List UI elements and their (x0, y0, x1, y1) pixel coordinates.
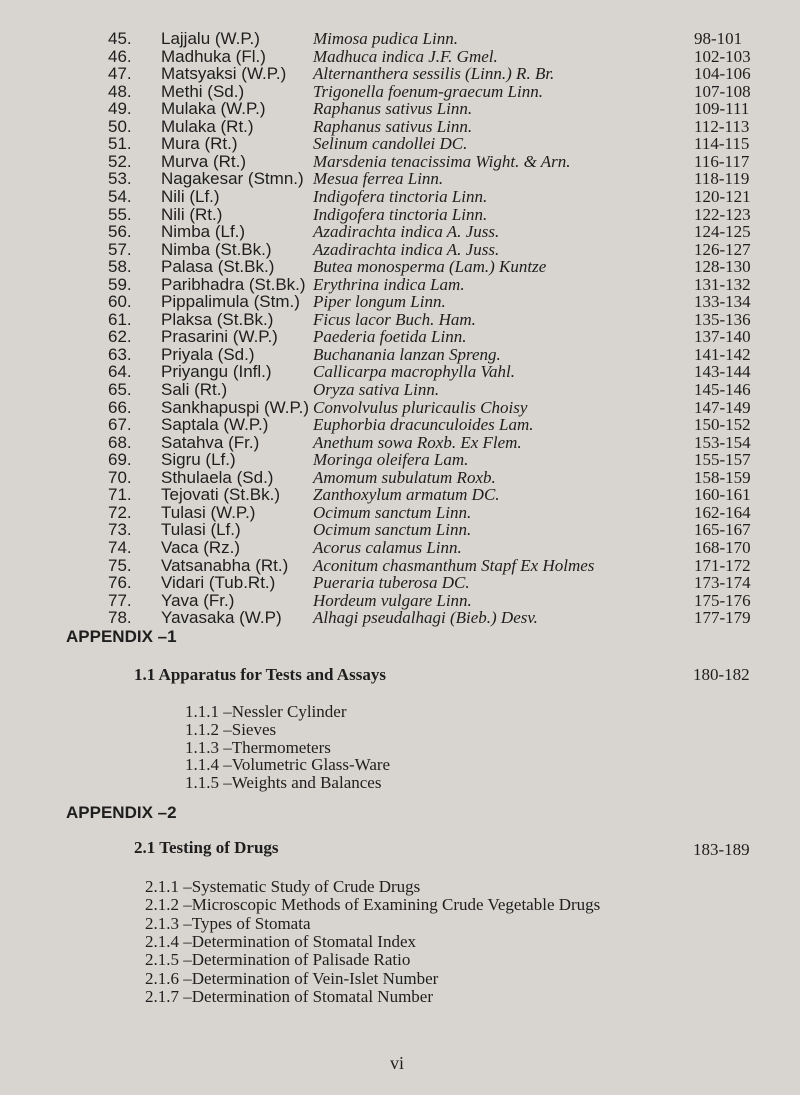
page-range: 168-170 (694, 537, 751, 557)
page-range: 177-179 (694, 608, 751, 628)
botanical-name: Butea monosperma (Lam.) Kuntze (313, 257, 547, 277)
page-range: 135-136 (694, 309, 751, 329)
botanical-name: Alternanthera sessilis (Linn.) R. Br. (313, 64, 555, 84)
appendix-item: 2.1.4 –Determination of Stomatal Index (145, 931, 416, 951)
row-number: 67. (108, 415, 132, 435)
drug-name: Paribhadra (St.Bk.) (161, 274, 306, 294)
drug-name: Mulaka (W.P.) (161, 99, 266, 119)
drug-name: Saptala (W.P.) (161, 415, 269, 435)
botanical-name: Acorus calamus Linn. (313, 537, 462, 557)
drug-name: Matsyaksi (W.P.) (161, 64, 287, 84)
botanical-name: Erythrina indica Lam. (313, 274, 465, 294)
drug-name: Tulasi (W.P.) (161, 502, 256, 522)
botanical-name: Madhuca indica J.F. Gmel. (313, 46, 498, 66)
row-number: 46. (108, 46, 132, 66)
drug-name: Vatsanabha (Rt.) (161, 555, 289, 575)
botanical-name: Oryza sativa Linn. (313, 380, 440, 399)
row-number: 69. (108, 450, 132, 470)
page-range: 175-176 (694, 590, 751, 610)
drug-name: Lajjalu (W.P.) (161, 29, 260, 48)
botanical-name: Paederia foetida Linn. (313, 327, 467, 347)
botanical-name: Amomum subulatum Roxb. (313, 467, 496, 487)
drug-name: Nagakesar (Stmn.) (161, 169, 304, 189)
appendix-2-section-title: 2.1 Testing of Drugs (134, 838, 279, 857)
row-number: 45. (108, 29, 132, 48)
row-number: 60. (108, 292, 132, 312)
drug-name: Murva (Rt.) (161, 151, 246, 171)
appendix-item: 2.1.2 –Microscopic Methods of Examining Crude Vegetable Drugs (145, 895, 601, 915)
row-number: 58. (108, 257, 132, 277)
page-range: 122-123 (694, 204, 751, 224)
drug-name: Plaksa (St.Bk.) (161, 309, 274, 329)
page-range: 98-101 (694, 29, 743, 48)
botanical-name: Raphanus sativus Linn. (313, 99, 473, 119)
drug-name: Sigru (Lf.) (161, 450, 236, 470)
appendix-item: 2.1.6 –Determination of Vein-Islet Number (145, 968, 439, 988)
drug-name: Sali (Rt.) (161, 380, 228, 399)
botanical-name: Selinum candollei DC. (313, 134, 468, 154)
page-range: 114-115 (694, 134, 750, 154)
row-number: 66. (108, 397, 132, 417)
appendix-item: 1.1.1 –Nessler Cylinder (185, 702, 347, 721)
page-range: 102-103 (694, 46, 751, 66)
botanical-name: Trigonella foenum-graecum Linn. (313, 81, 543, 101)
botanical-name: Marsdenia tenacissima Wight. & Arn. (313, 151, 571, 171)
row-number: 51. (108, 134, 132, 154)
row-number: 64. (108, 362, 132, 382)
page-range: 147-149 (694, 397, 751, 417)
appendix-1-heading: APPENDIX –1 (66, 627, 177, 646)
page-range: 124-125 (694, 222, 751, 242)
row-number: 68. (108, 432, 132, 452)
drug-name: Priyala (Sd.) (161, 344, 255, 364)
row-number: 63. (108, 344, 132, 364)
row-number: 70. (108, 467, 132, 487)
botanical-name: Ocimum sanctum Linn. (313, 502, 472, 522)
row-number: 50. (108, 116, 132, 136)
appendix-item: 2.1.5 –Determination of Palisade Ratio (145, 950, 411, 970)
row-number: 59. (108, 274, 132, 294)
row-number: 47. (108, 64, 132, 84)
row-number: 77. (108, 590, 132, 610)
page-range: 155-157 (694, 450, 751, 470)
page-range: 112-113 (694, 116, 750, 136)
page-range: 160-161 (694, 485, 751, 505)
page-range: 128-130 (694, 257, 751, 277)
drug-name: Sthulaela (Sd.) (161, 467, 274, 487)
drug-name: Palasa (St.Bk.) (161, 257, 275, 277)
page-range: 153-154 (694, 432, 751, 452)
appendix-2-heading: APPENDIX –2 (66, 803, 177, 822)
botanical-name: Alhagi pseudalhagi (Bieb.) Desv. (313, 608, 538, 628)
botanical-name: Euphorbia dracunculoides Lam. (313, 415, 534, 435)
botanical-name: Azadirachta indica A. Juss. (313, 222, 500, 242)
appendix-item: 2.1.7 –Determination of Stomatal Number (145, 986, 433, 1006)
appendix-item: 1.1.2 –Sieves (185, 719, 277, 739)
table-row (0, 607, 800, 629)
drug-name: Nili (Rt.) (161, 204, 223, 224)
page-range: 126-127 (694, 239, 751, 259)
botanical-name: Convolvulus pluricaulis Choisy (313, 397, 528, 417)
botanical-name: Indigofera tinctoria Linn. (313, 186, 488, 206)
drug-name: Nimba (St.Bk.) (161, 239, 272, 259)
drug-name: Tulasi (Lf.) (161, 520, 241, 540)
row-number: 72. (108, 502, 132, 522)
botanical-name: Zanthoxylum armatum DC. (313, 485, 500, 505)
botanical-name: Pueraria tuberosa DC. (313, 573, 470, 593)
botanical-name: Indigofera tinctoria Linn. (313, 204, 488, 224)
row-number: 54. (108, 186, 132, 206)
page-range: 158-159 (694, 467, 751, 487)
page-range: 120-121 (694, 186, 751, 206)
page-range: 116-117 (694, 151, 750, 171)
page-range: 165-167 (694, 520, 751, 540)
drug-name: Mura (Rt.) (161, 134, 238, 154)
appendix-item: 2.1.1 –Systematic Study of Crude Drugs (145, 877, 421, 896)
row-number: 71. (108, 485, 132, 505)
page-range: 171-172 (694, 555, 751, 575)
drug-name: Yava (Fr.) (161, 590, 235, 610)
page-range: 141-142 (694, 344, 751, 364)
appendix-2-section-pages: 183-189 (693, 840, 750, 859)
botanical-name: Azadirachta indica A. Juss. (313, 239, 500, 259)
row-number: 49. (108, 99, 132, 119)
drug-name: Tejovati (St.Bk.) (161, 485, 281, 505)
row-number: 61. (108, 309, 132, 329)
drug-name: Madhuka (Fl.) (161, 46, 266, 66)
botanical-name: Anethum sowa Roxb. Ex Flem. (313, 432, 522, 452)
drug-name: Yavasaka (W.P) (161, 608, 282, 628)
row-number: 52. (108, 151, 132, 171)
botanical-name: Ocimum sanctum Linn. (313, 520, 472, 540)
row-number: 75. (108, 555, 132, 575)
row-number: 55. (108, 204, 132, 224)
page-range: 143-144 (694, 362, 751, 382)
botanical-name: Mimosa pudica Linn. (313, 29, 458, 48)
page-range: 109-111 (694, 99, 750, 119)
botanical-name: Buchanania lanzan Spreng. (313, 344, 501, 364)
drug-name: Mulaka (Rt.) (161, 116, 254, 136)
botanical-name: Ficus lacor Buch. Ham. (313, 309, 476, 329)
botanical-name: Moringa oleifera Lam. (313, 450, 469, 470)
drug-name: Pippalimula (Stm.) (161, 292, 300, 312)
row-number: 74. (108, 537, 132, 557)
row-number: 76. (108, 573, 132, 593)
page-range: 173-174 (694, 573, 751, 593)
page-range: 104-106 (694, 64, 751, 84)
appendix-item: 2.1.3 –Types of Stomata (145, 913, 311, 933)
drug-name: Nili (Lf.) (161, 186, 220, 206)
page-range: 131-132 (694, 274, 751, 294)
row-number: 53. (108, 169, 132, 189)
row-number: 57. (108, 239, 132, 259)
row-number: 65. (108, 380, 132, 399)
row-number: 78. (108, 608, 132, 628)
page-folio: vi (390, 1053, 405, 1073)
row-number: 48. (108, 81, 132, 101)
page-range: 162-164 (694, 502, 751, 522)
page-range: 107-108 (694, 81, 751, 101)
appendix-item: 1.1.5 –Weights and Balances (185, 773, 382, 793)
page-range: 137-140 (694, 327, 751, 347)
appendix-item: 1.1.4 –Volumetric Glass-Ware (185, 755, 391, 775)
appendix-1-section-pages: 180-182 (693, 665, 750, 684)
appendix-item: 1.1.3 –Thermometers (185, 737, 331, 757)
drug-name: Vaca (Rz.) (161, 537, 241, 557)
botanical-name: Hordeum vulgare Linn. (313, 590, 472, 610)
row-number: 62. (108, 327, 132, 347)
drug-name: Methi (Sd.) (161, 81, 245, 101)
page-range: 118-119 (694, 169, 750, 189)
drug-name: Nimba (Lf.) (161, 222, 246, 242)
drug-name: Vidari (Tub.Rt.) (161, 573, 276, 593)
row-number: 56. (108, 222, 132, 242)
page-range: 133-134 (694, 292, 751, 312)
botanical-name: Mesua ferrea Linn. (313, 169, 444, 189)
page-range: 145-146 (694, 380, 751, 399)
drug-name: Satahva (Fr.) (161, 432, 260, 452)
botanical-name: Aconitum chasmanthum Stapf Ex Holmes (313, 555, 595, 575)
drug-name: Sankhapuspi (W.P.) (161, 397, 310, 417)
page-range: 150-152 (694, 415, 751, 435)
drug-name: Prasarini (W.P.) (161, 327, 278, 347)
appendix-1-section-title: 1.1 Apparatus for Tests and Assays (134, 665, 386, 684)
drug-name: Priyangu (Infl.) (161, 362, 272, 382)
botanical-name: Raphanus sativus Linn. (313, 116, 473, 136)
botanical-name: Callicarpa macrophylla Vahl. (313, 362, 515, 382)
botanical-name: Piper longum Linn. (313, 292, 446, 312)
row-number: 73. (108, 520, 132, 540)
